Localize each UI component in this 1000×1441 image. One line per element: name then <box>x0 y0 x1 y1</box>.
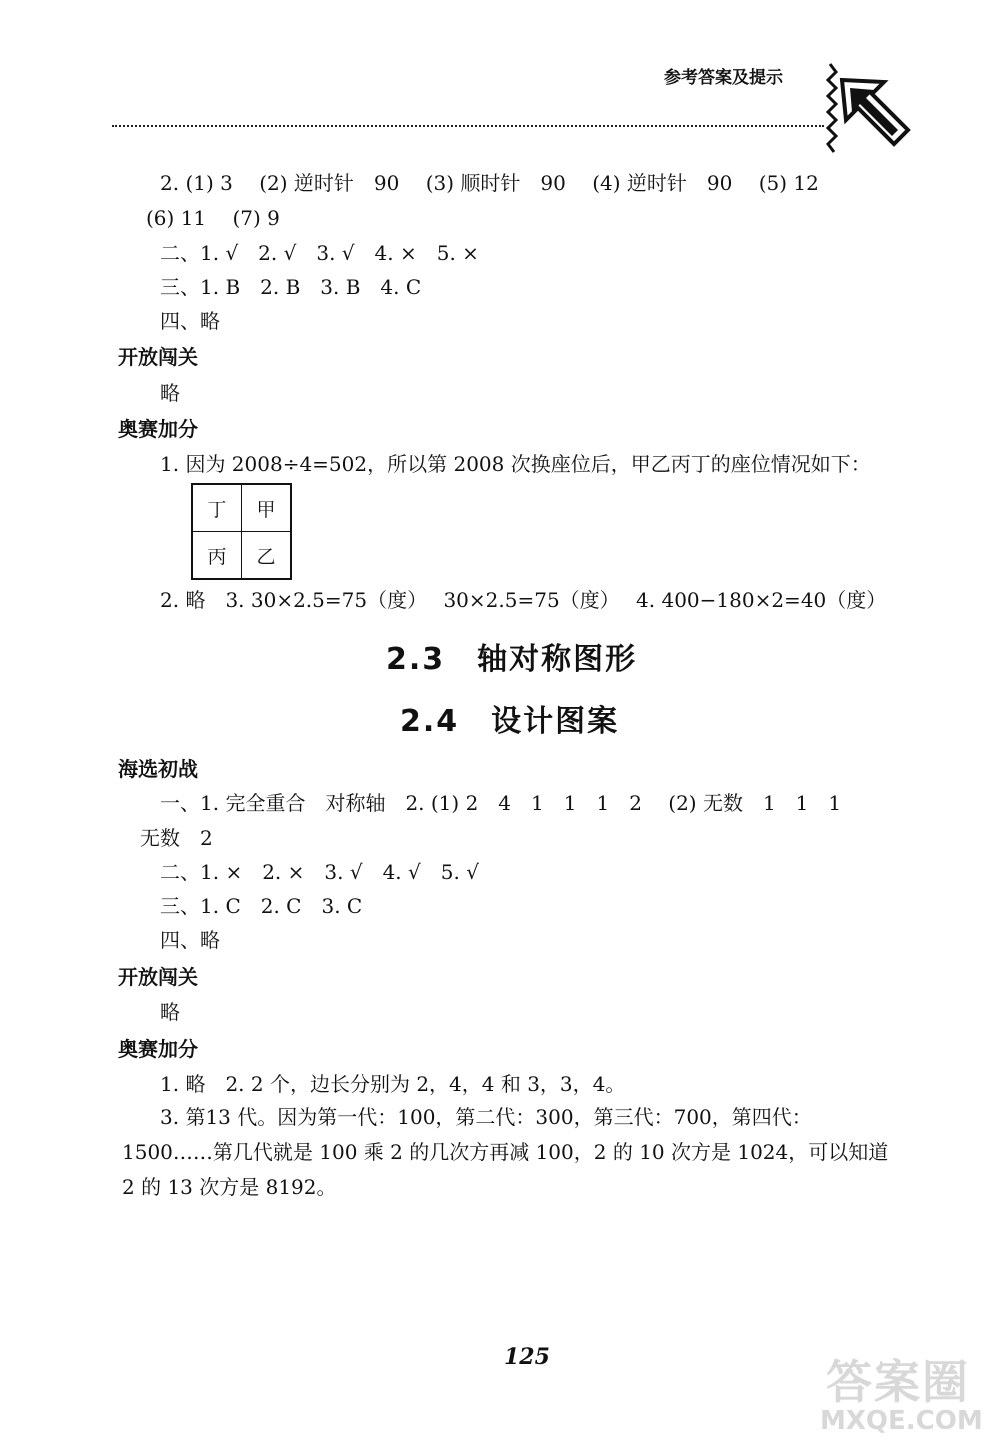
answer-line: 1. 因为 2008÷4=502，所以第 2008 次换座位后，甲乙丙丁的座位情况如下： <box>160 452 871 476</box>
answer-line: 二、1. × 2. × 3. √ 4. √ 5. √ <box>160 860 479 884</box>
header-label: 参考答案及提示 <box>664 68 783 88</box>
answer-line: 二、1. √ 2. √ 3. √ 4. × 5. × <box>160 241 479 265</box>
answer-line: 四、略 <box>160 309 220 333</box>
answer-line: 1. 略 2. 2 个，边长分别为 2，4，4 和 3，3，4。 <box>160 1072 626 1096</box>
answer-line: 1500……第几代就是 100 乘 2 的几次方再减 100，2 的 10 次方是 1024，可以知道 <box>122 1140 889 1164</box>
answer-line: 2. (1) 3 (2) 逆时针 90 (3) 顺时针 90 (4) 逆时针 90 (5) 12 <box>160 171 819 195</box>
section-title: 2.4 设计图案 <box>400 704 620 739</box>
answer-line: 3. 第13 代。因为第一代：100，第二代：300，第三代：700，第四代： <box>160 1105 812 1129</box>
arrow-icon <box>822 62 914 154</box>
section-heading: 开放闯关 <box>118 345 198 369</box>
answer-line: 2 的 13 次方是 8192。 <box>122 1175 337 1199</box>
section-heading: 海选初战 <box>118 757 198 781</box>
seat-cell: 丁 <box>192 484 242 532</box>
header-divider <box>112 125 824 127</box>
section-heading: 奥赛加分 <box>118 1037 198 1061</box>
seat-cell: 丙 <box>192 532 242 580</box>
answer-line: 2. 略 3. 30×2.5=75（度） 30×2.5=75（度） 4. 400−180×2=40（度） <box>160 588 887 612</box>
answer-line: 略 <box>160 1000 180 1024</box>
answer-line: (6) 11 (7) 9 <box>146 206 280 230</box>
watermark-logo: 答案圈 <box>826 1355 970 1409</box>
section-title: 2.3 轴对称图形 <box>386 642 638 677</box>
seat-table <box>191 483 292 580</box>
answer-line: 三、1. B 2. B 3. B 4. C <box>160 275 422 299</box>
watermark-url: MXQE.COM <box>820 1406 983 1436</box>
answer-line: 四、略 <box>160 928 220 952</box>
answer-line: 略 <box>160 381 180 405</box>
answer-line: 无数 2 <box>140 826 213 850</box>
answer-line: 三、1. C 2. C 3. C <box>160 894 363 918</box>
seat-cell: 乙 <box>242 532 292 580</box>
section-heading: 开放闯关 <box>118 965 198 989</box>
answer-line: 一、1. 完全重合 对称轴 2. (1) 2 4 1 1 1 2 (2) 无数 1 1 1 <box>160 791 842 815</box>
page-number: 125 <box>504 1344 550 1370</box>
section-heading: 奥赛加分 <box>118 417 198 441</box>
seat-cell: 甲 <box>242 484 292 532</box>
